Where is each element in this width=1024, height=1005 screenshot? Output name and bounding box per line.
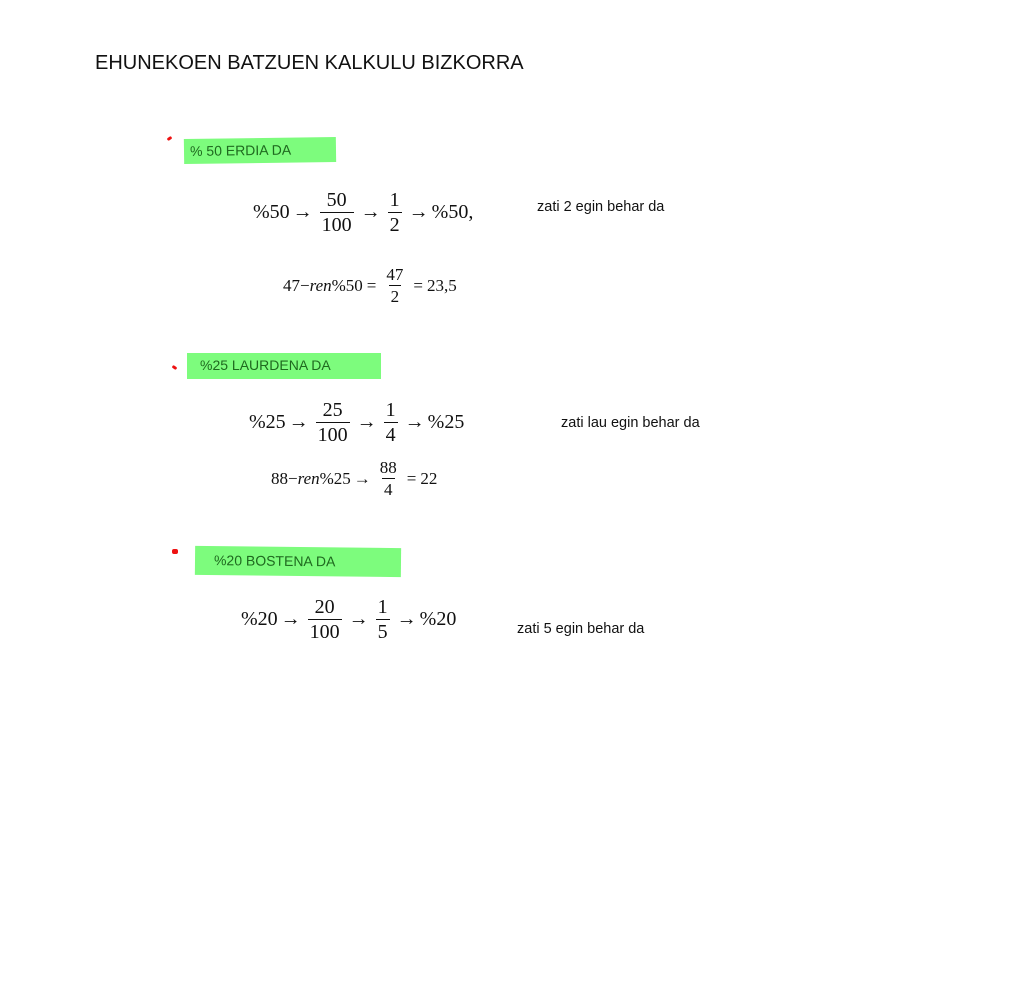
fraction [388, 189, 402, 236]
suffix-ren: ren [309, 275, 332, 295]
rule-percent: %50 [253, 201, 290, 223]
example-percent: %25 [319, 468, 351, 488]
rule-result: %25 [427, 411, 465, 433]
fraction [376, 596, 390, 643]
red-mark [172, 549, 178, 554]
arrow-icon: → [353, 468, 371, 488]
rule-result: %20 [419, 608, 457, 630]
fraction-denominator: 4 [384, 480, 393, 499]
fraction-numerator: 1 [377, 596, 388, 618]
arrow-icon: → [280, 608, 301, 630]
fraction-numerator: 20 [314, 596, 335, 618]
section-note: zati 2 egin behar da [537, 199, 665, 215]
equals-sign: = [406, 468, 417, 488]
fraction [316, 399, 350, 446]
fraction-denominator: 100 [321, 214, 352, 236]
minus-sign: − [288, 468, 298, 488]
equals-sign: = [366, 275, 377, 295]
section-heading-20: %20 BOSTENA DA [195, 546, 401, 577]
arrow-icon: → [348, 608, 369, 630]
rule-result: %50, [431, 201, 474, 223]
arrow-icon: → [408, 201, 429, 223]
rule-formula-25 [249, 399, 464, 446]
arrow-icon: → [396, 608, 417, 630]
rule-formula-20 [241, 596, 456, 643]
fraction-denominator: 5 [377, 621, 388, 643]
minus-sign: − [300, 275, 310, 295]
example-number: 88 [271, 468, 288, 488]
fraction [378, 458, 399, 499]
fraction-numerator: 1 [385, 399, 396, 421]
arrow-icon: → [404, 411, 425, 433]
fraction [384, 399, 398, 446]
section-heading-50: % 50 ERDIA DA [184, 137, 336, 164]
fraction-denominator: 100 [317, 424, 348, 446]
example-percent: %50 [331, 275, 363, 295]
fraction-numerator: 1 [389, 189, 400, 211]
red-mark [167, 136, 173, 141]
fraction-denominator: 100 [309, 621, 340, 643]
example-result: 23,5 [426, 275, 457, 295]
section-note: zati lau egin behar da [561, 415, 700, 431]
section-note: zati 5 egin behar da [517, 621, 645, 637]
fraction-numerator: 50 [326, 189, 347, 211]
example-number: 47 [283, 275, 300, 295]
fraction-numerator: 47 [386, 265, 404, 284]
fraction-numerator: 25 [322, 399, 343, 421]
fraction-denominator: 2 [389, 214, 400, 236]
rule-percent: %25 [249, 411, 286, 433]
section-heading-25: %25 LAURDENA DA [187, 353, 381, 379]
fraction-denominator: 4 [385, 424, 396, 446]
fraction-numerator: 88 [379, 458, 397, 477]
arrow-icon: → [356, 411, 377, 433]
example-formula-25 [271, 458, 437, 499]
example-result: 22 [420, 468, 438, 488]
fraction [308, 596, 342, 643]
rule-formula-50 [253, 189, 473, 236]
arrow-icon: → [288, 411, 309, 433]
red-mark [172, 365, 178, 370]
example-formula-50 [283, 265, 457, 306]
fraction-denominator: 2 [390, 287, 400, 306]
fraction [384, 265, 405, 306]
page-title: EHUNEKOEN BATZUEN KALKULU BIZKORRA [95, 52, 524, 74]
equals-sign: = [413, 275, 423, 295]
fraction [320, 189, 354, 236]
rule-percent: %20 [241, 608, 278, 630]
arrow-icon: → [292, 201, 313, 223]
suffix-ren: ren [297, 468, 320, 488]
arrow-icon: → [360, 201, 381, 223]
